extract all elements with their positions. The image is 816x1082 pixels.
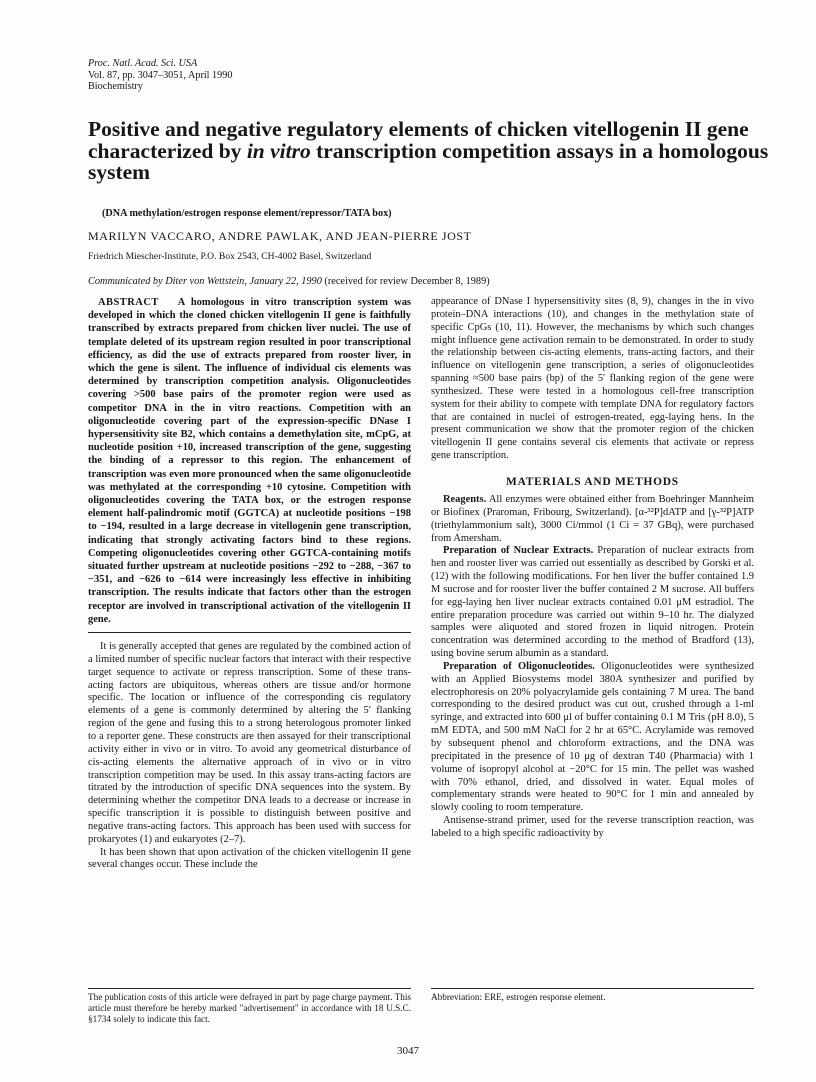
- footnote-divider: [88, 988, 411, 989]
- oligo-head: Preparation of Oligonucleotides.: [443, 660, 595, 672]
- oligo-text: Oligonucleotides were synthesized with an Applied Biosystems model 380A synthesizer and purified by electrophoresis on 20% polyacrylamide gels containing 7 M urea. The band corresponding to the desired product was cut out, crushed through a 1-ml syringe, and extracted into 600 μl of buffer containing 0.1 M Tris (pH 8.0), 5 mM EDTA, and 500 mM NaCl for 2 hr at 65°C. Acrylamide was removed by subsequent phenol and chloroform extractions, and the DNA was precipitated in the presence of 10 μg of dextran T40 (Pharmacia) with 1 volume of isopropyl alcohol at −20°C for 15 min. The pellet was washed with 70% ethanol, dried, and dissolved in water. Equal moles of complementary strands were heated to 90°C for 1 min and annealed by slowly cooling to room temperature.: [431, 660, 754, 814]
- abbreviation-note: Abbreviation: ERE, estrogen response element.: [431, 992, 606, 1002]
- intro-paragraph-2: It has been shown that upon activation of the chicken vitellogenin II gene several changes occur. These include the: [88, 846, 411, 871]
- right-column: [431, 296, 754, 841]
- abstract-label: ABSTRACT: [98, 297, 159, 308]
- reagents-paragraph: [431, 494, 754, 545]
- communicated-line: [88, 276, 490, 287]
- abstract-text: A homologous in vitro transcription system was developed in which the cloned chicken vitellogenin II gene is faithfully transcribed by extracts prepared from chicken liver nuclei. The use of template deleted of its upstream region resulted in poor transcriptional efficiency, as did the use of extracts prepared from rooster liver, in which the gene is silent. The influence of individual cis elements was determined by transcription competition analysis. Oligonucleotides covering >500 base pairs of the promoter region were used as competitor DNA in the in vitro reactions. Competition with an oligonucleotide covering part of the expression-specific DNase I hypersensitivity site B2, which contains a demethylation site, mCpG, at nucleotide position +10, increased transcription of the gene, suggesting the binding of a repressor to this region. The enhancement of transcription was even more pronounced when the same oligonucleotide was methylated at the corresponding +10 cytosine. Competition with oligonucleotides covering the TATA box, or the estrogen response element half-palindromic motif (GGTCA) at nucleotide positions −198 to −194, resulted in a large decrease in vitellogenin gene transcription, indicating that strongly activating factors bind to these regions. Competing oligonucleotides covering other GGTCA-containing motifs situated further upstream at nucleotide positions −292 to −288, −367 to −351, and −626 to −614 were increasingly less effective in inhibiting transcription. The results indicate that factors other than the estrogen receptor are involved in transcriptional activation of the vitellogenin II gene.: [88, 297, 411, 625]
- oligonucleotides-paragraph: [431, 661, 754, 815]
- article-title: [88, 119, 788, 184]
- journal-volume: Vol. 87, pp. 3047–3051, April 1990: [88, 69, 233, 81]
- antisense-paragraph: Antisense-strand primer, used for the reverse transcription reaction, was labeled to a high specific radioactivity by: [431, 815, 754, 839]
- section-heading: MATERIALS AND METHODS: [506, 475, 679, 488]
- nuclear-extracts-paragraph: [431, 545, 754, 661]
- footnote-right: [431, 988, 754, 1003]
- reagents-text: All enzymes were obtained either from Boehringer Mannheim or Biofinex (Praroman, Fribourg, Switzerland). [α-³²P]dATP and [γ-³²P]ATP (triethylammonium salt), 3000 Ci/mmol (1 Ci = 37 GBq), were purchased from Amersham.: [431, 493, 754, 544]
- publication-cost-note: The publication costs of this article were defrayed in part by page charge payment. This article must therefore be hereby marked "advertisement" in accordance with 18 U.S.C. §1734 solely to indicate this fact.: [88, 992, 411, 1025]
- page-number: 3047: [397, 1045, 419, 1057]
- nuclear-head: Preparation of Nuclear Extracts.: [443, 545, 594, 557]
- intro-paragraph-1: It is generally accepted that genes are regulated by the combined action of a limited number of specific nuclear factors that interact with their respective target sequence to activate or repress transcription. Some of these trans-acting factors are ubiquitous, whereas others are tissue and/or hormone specific. The location or influence of the corresponding cis regulatory elements of a gene is commonly determined by altering the 5′ flanking region of the gene and fusing this to a strong heterologous promoter linked to a reporter gene. These constructs are then assayed for their transcriptional activity either in vivo or in vitro. To avoid any geometrical disturbance of cis-acting elements the alternative approach of in vivo or in vitro transcription competition may be used. In this assay trans-acting factors are titrated by the introduction of specific DNA sequences into the system. By determining whether the competitor DNA leads to a decrease or increase in specific transcription it is possible to distinguish between positive and negative trans-acting factors. This approach has been used with success for prokaryotes (1) and eukaryotes (2–7).: [88, 641, 411, 845]
- left-column: [88, 296, 411, 872]
- authors: MARILYN VACCARO, ANDRE PAWLAK, AND JEAN-PIERRE JOST: [88, 229, 472, 243]
- keywords: (DNA methylation/estrogen response element/repressor/TATA box): [102, 208, 392, 219]
- affiliation: Friedrich Miescher-Institute, P.O. Box 2543, CH-4002 Basel, Switzerland: [88, 251, 372, 262]
- nuclear-text: Preparation of nuclear extracts from hen and rooster liver was carried out essentially as described by Gorski et al. (12) with the following modifications. For hen liver the buffer contained 1.9 M sucrose and for rooster liver the buffer contained 2 M sucrose. All buffers for egg-laying hen liver nuclear extracts contained 0.01 μM estradiol. The entire preparation procedure was carried out within 9–10 hr. The dialyzed samples were aliquoted and stored frozen in liquid nitrogen. Protein concentration was determined according to the method of Bradford (13), using bovine serum albumin as a standard.: [431, 545, 754, 660]
- title-italic: in vitro: [246, 138, 311, 163]
- received-date: (received for review December 8, 1989): [321, 276, 490, 287]
- journal-name: Proc. Natl. Acad. Sci. USA: [88, 58, 198, 69]
- journal-header: [88, 58, 232, 93]
- intro-continued: appearance of DNase I hypersensitivity sites (8, 9), changes in the in vivo protein–DNA interactions (10), and changes in the methylation state of specific CpGs (10, 11). However, the mechanisms by which such changes might influence gene activation remain to be demonstrated. In order to study the relationship between cis-acting elements, trans-acting factors, and their influence on vitellogenin gene transcription, a series of oligonucleotides spanning ≈500 base pairs (bp) of the 5′ flanking region of the gene were synthesized. These were tested in a homologous cell-free transcription system for their ability to compete with template DNA for regulatory factors that are contained in nuclei of estrogen-treated, egg-laying hens. In the present communication we show that the promoter region of the chicken vitellogenin II gene contains several cis elements that activate or repress gene transcription.: [431, 296, 754, 462]
- footnote-divider-right: [431, 988, 754, 989]
- communicated-by: Communicated by Diter von Wettstein, January 22, 1990: [88, 276, 322, 287]
- journal-section: Biochemistry: [88, 81, 143, 93]
- title-text-1: Positive and negative regulatory elements of chicken vitellogenin II gene characterized by: [88, 117, 749, 163]
- abstract: [88, 296, 411, 626]
- reagents-head: Reagents.: [443, 493, 487, 505]
- title-text-2: transcription competition assays in a homologous system: [88, 138, 769, 184]
- footnote-left: [88, 988, 411, 1026]
- abstract-divider: [88, 632, 411, 633]
